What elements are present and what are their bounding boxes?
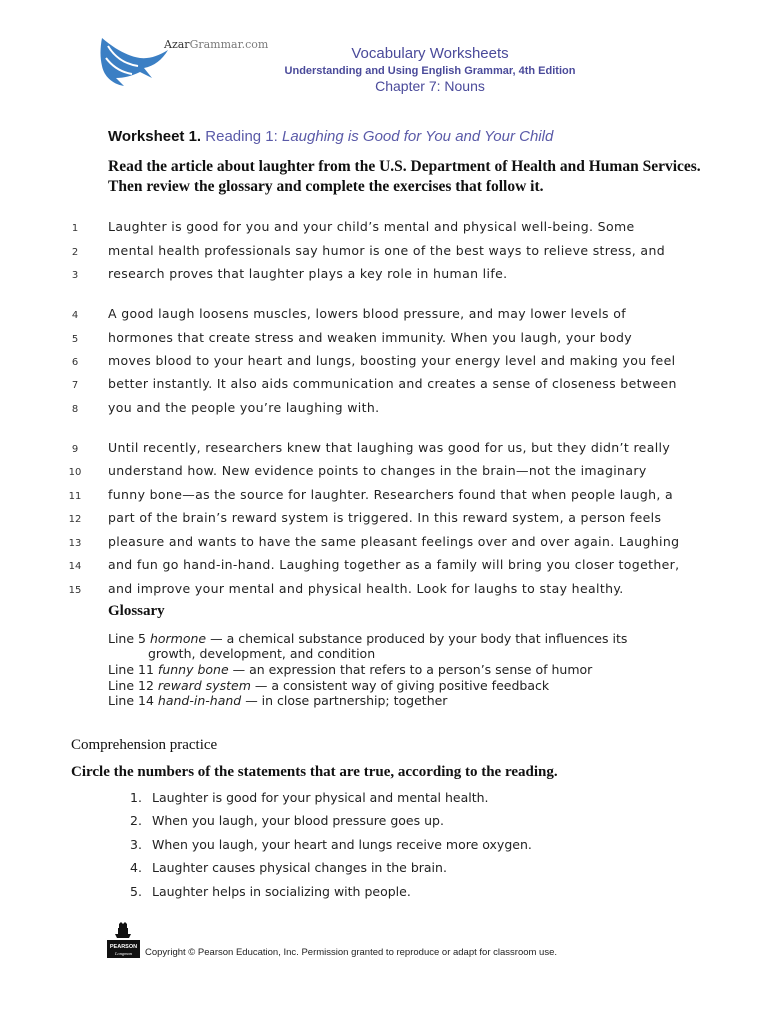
statement-text: Laughter is good for your physical and mental health. — [152, 790, 489, 805]
statement-item — [130, 837, 532, 852]
line-number: 4 — [71, 310, 79, 321]
comprehension-instruction: Circle the numbers of the statements that are true, according to the reading. — [71, 764, 558, 780]
reading-line — [0, 463, 768, 483]
line-text: and fun go hand-in-hand. Laughing together as a family will bring you closer together, — [108, 557, 680, 572]
statement-item — [130, 813, 444, 828]
line-text: and improve your mental and physical health. Look for laughs to stay healthy. — [108, 581, 624, 596]
copyright-notice: Copyright © Pearson Education, Inc. Permission granted to reproduce or adapt for classroom use. — [145, 947, 558, 958]
statement-number: 1. — [130, 790, 142, 805]
line-number: 5 — [71, 334, 79, 345]
header-subtitle: Understanding and Using English Grammar, 4th Edition — [284, 65, 576, 77]
reading-line — [0, 376, 768, 396]
reading-line — [0, 400, 768, 420]
swallow-bird-icon — [94, 32, 174, 94]
reading-line — [0, 219, 768, 239]
line-number: 11 — [68, 491, 82, 502]
statement-item — [130, 790, 489, 805]
pearson-logo-icon — [107, 922, 140, 958]
statement-text: When you laugh, your heart and lungs receive more oxygen. — [152, 837, 532, 852]
header-chapter: Chapter 7: Nouns — [375, 78, 485, 94]
line-number: 7 — [71, 380, 79, 391]
glossary-heading: Glossary — [108, 603, 165, 619]
line-text: mental health professionals say humor is one of the best ways to relieve stress, and — [108, 243, 665, 258]
reading-line — [0, 266, 768, 286]
statement-number: 3. — [130, 837, 142, 852]
line-text: part of the brain’s reward system is triggered. In this reward system, a person feels — [108, 510, 662, 525]
statement-item — [130, 884, 411, 899]
svg-text:Longman: Longman — [114, 951, 133, 956]
line-text: research proves that laughter plays a key role in human life. — [108, 266, 508, 281]
line-text: pleasure and wants to have the same pleasant feelings over and over again. Laughing — [108, 534, 680, 549]
glossary-entry: Line 14 hand-in-hand — in close partnership; together — [108, 693, 448, 708]
glossary-entry: Line 5 hormone — a chemical substance produced by your body that influences its — [108, 631, 628, 646]
reading-line — [0, 487, 768, 507]
line-number: 6 — [71, 357, 79, 368]
line-number: 9 — [71, 444, 79, 455]
line-number: 1 — [71, 223, 79, 234]
line-text: hormones that create stress and weaken immunity. When you laugh, your body — [108, 330, 633, 345]
reading-line — [0, 330, 768, 350]
statement-number: 2. — [130, 813, 142, 828]
line-text: better instantly. It also aids communication and creates a sense of closeness between — [108, 376, 677, 391]
worksheet-title: Worksheet 1. Reading 1: Laughing is Good for You and Your Child — [108, 128, 554, 145]
reading-line — [0, 557, 768, 577]
line-text: funny bone—as the source for laughter. Researchers found that when people laugh, a — [108, 487, 674, 502]
comprehension-heading: Comprehension practice — [71, 737, 218, 753]
reading-line — [0, 353, 768, 373]
line-number: 2 — [71, 247, 79, 258]
line-number: 12 — [68, 514, 82, 525]
line-number: 13 — [68, 538, 82, 549]
line-number: 14 — [68, 561, 82, 572]
line-text: A good laugh loosens muscles, lowers blood pressure, and may lower levels of — [108, 306, 626, 321]
reading-line — [0, 243, 768, 263]
line-number: 8 — [71, 404, 79, 415]
glossary-entry: Line 11 funny bone — an expression that refers to a person’s sense of humor — [108, 662, 593, 677]
line-text: understand how. New evidence points to changes in the brain—not the imaginary — [108, 463, 647, 478]
statement-text: When you laugh, your blood pressure goes up. — [152, 813, 444, 828]
glossary-entry: Line 12 reward system — a consistent way of giving positive feedback — [108, 678, 550, 693]
statement-text: Laughter causes physical changes in the brain. — [152, 860, 447, 875]
line-text: moves blood to your heart and lungs, boosting your energy level and making you feel — [108, 353, 676, 368]
instructions: Read the article about laughter from the U.S. Department of Health and Human Services. Then review the glossary and complete the exercises that follow it. — [108, 158, 701, 195]
reading-line — [0, 306, 768, 326]
logo-wordmark: AzarGrammar.com — [164, 38, 269, 51]
line-number: 3 — [71, 270, 79, 281]
line-text: you and the people you’re laughing with. — [108, 400, 380, 415]
reading-line — [0, 581, 768, 601]
reading-line — [0, 440, 768, 460]
line-number: 10 — [68, 467, 82, 478]
reading-line — [0, 510, 768, 530]
statement-number: 5. — [130, 884, 142, 899]
header-title: Vocabulary Worksheets — [351, 45, 509, 62]
line-number: 15 — [68, 585, 82, 596]
glossary-entry-continuation: growth, development, and condition — [148, 646, 376, 661]
svg-text:PEARSON: PEARSON — [109, 944, 138, 950]
line-text: Until recently, researchers knew that laughing was good for us, but they didn’t really — [108, 440, 671, 455]
statement-text: Laughter helps in socializing with people. — [152, 884, 411, 899]
line-text: Laughter is good for you and your child’s mental and physical well-being. Some — [108, 219, 635, 234]
reading-line — [0, 534, 768, 554]
statement-number: 4. — [130, 860, 142, 875]
statement-item — [130, 860, 447, 875]
